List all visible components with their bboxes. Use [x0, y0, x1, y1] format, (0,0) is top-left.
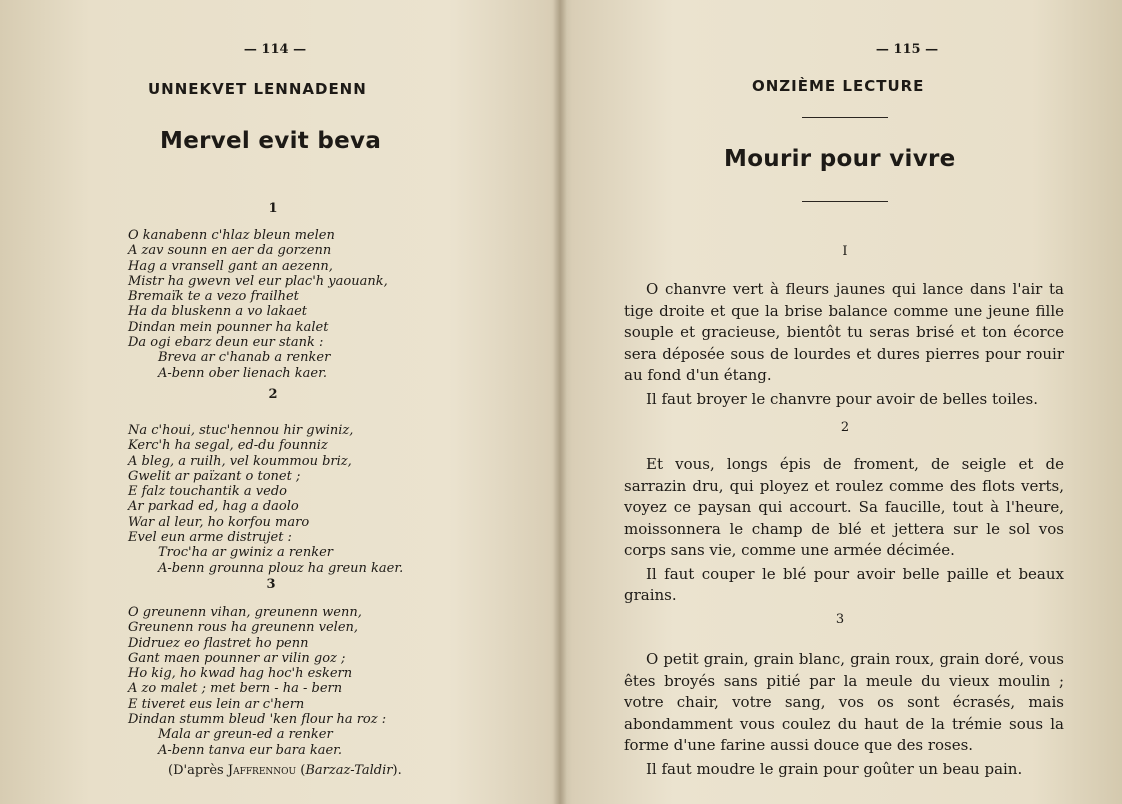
- heading-rule: [802, 117, 888, 118]
- verse-line: Na c'houi, stuc'hennou hir gwiniz,: [128, 423, 354, 438]
- page-number: — 115 —: [875, 42, 939, 57]
- attribution-suffix: ).: [392, 763, 402, 778]
- paragraph: O chanvre vert à fleurs jaunes qui lance dans l'air ta tige droite et que la brise balance comme une jeune fille souple et gracieuse, bientôt tu seras brisé et ton écorce sera déposée sous de lourdes et dures pierres pour rouir au fond d'un étang.: [624, 280, 1064, 384]
- right-page: [562, 0, 1122, 804]
- verse-line: O kanabenn c'hlaz bleun melen: [128, 228, 335, 243]
- stanza-number: 3: [266, 577, 276, 592]
- verse-line: Hag a vransell gant an aezenn,: [128, 258, 333, 274]
- stanza-number: 2: [268, 387, 278, 402]
- poem-title: Mervel evit beva: [160, 128, 382, 154]
- section-heading: ONZIÈME LECTURE: [752, 77, 925, 95]
- section-2-text: [624, 454, 1064, 607]
- section-number: 3: [835, 612, 845, 627]
- verse-line: O greunenn vihan, greunenn wenn,: [128, 605, 362, 620]
- stanza-2: [128, 423, 403, 576]
- verse-line: War al leur, ho korfou maro: [128, 514, 310, 530]
- verse-line: Ar parkad ed, hag a daolo: [128, 499, 299, 515]
- stanza-number: 1: [268, 201, 278, 216]
- verse-line: Ho kig, ho kwad hag hoc'h eskern: [128, 666, 353, 682]
- verse-line: Kerc'h ha segal, ed-du founniz: [128, 438, 328, 454]
- verse-line: A-benn grounna plouz ha greun kaer.: [158, 560, 404, 576]
- left-page: [0, 0, 560, 804]
- paragraph: Et vous, longs épis de froment, de seigle et de sarrazin dru, qui ployez et roulez comme des flots verts, voyez ce paysan qui accourt. Sa faucille, tout à l'heure, moissonnera le champ de blé et jettera sur le sol vos corps sans vie, comme une armée décimée.: [624, 455, 1064, 559]
- verse-line: A-benn ober lienach kaer.: [158, 365, 328, 381]
- verse-line: E tiveret eus lein ar c'hern: [128, 696, 305, 712]
- verse-line: Breva ar c'hanab a renker: [158, 350, 331, 366]
- title-rule: [802, 201, 888, 202]
- verse-line: Mala ar greun-ed a renker: [158, 727, 333, 743]
- paragraph: Il faut moudre le grain pour goûter un beau pain.: [646, 759, 1023, 778]
- verse-line: A-benn tanva eur bara kaer.: [158, 742, 343, 758]
- verse-line: Mistr ha gwevn vel eur plac'h yaouank,: [128, 273, 388, 289]
- paragraph: Il faut couper le blé pour avoir belle paille et beaux grains.: [624, 564, 1064, 604]
- verse-line: Da ogi ebarz deun eur stank :: [128, 335, 324, 351]
- paragraph: O petit grain, grain blanc, grain roux, grain doré, vous êtes broyés sans pitié par la meule du vieux moulin ; votre chair, votre sang, vos os sont écrasés, mais abondamment vous coulez du haut de la trémie sous la forme d'une farine aussi douce que des roses.: [624, 650, 1064, 754]
- verse-line: Greunenn rous ha greunenn velen,: [128, 620, 359, 636]
- verse-line: A zo malet ; met bern - ha - bern: [128, 681, 343, 697]
- verse-line: Bremaïk te a vezo frailhet: [128, 289, 299, 305]
- section-1-text: [624, 279, 1064, 410]
- chapter-title: Mourir pour vivre: [724, 146, 956, 172]
- attribution-work: Barzaz-Taldir: [305, 763, 393, 778]
- stanza-3: [128, 605, 386, 758]
- verse-line: E falz touchantik a vedo: [128, 484, 287, 500]
- verse-line: A zav sounn en aer da gorzenn: [128, 243, 332, 259]
- verse-line: Ha da bluskenn a vo lakaet: [128, 304, 308, 320]
- paragraph: Il faut broyer le chanvre pour avoir de belles toiles.: [646, 389, 1039, 408]
- verse-line: Dindan stumm bleud 'ken flour ha roz :: [128, 712, 387, 728]
- attribution-author: Jaffrennou: [227, 763, 297, 778]
- stanza-1: [128, 228, 388, 381]
- verse-line: A bleg, a ruilh, vel koummou briz,: [128, 453, 352, 469]
- attribution-prefix: (D'après: [168, 763, 228, 778]
- section-3-text: [624, 649, 1064, 780]
- verse-line: Dindan mein pounner ha kalet: [128, 319, 329, 335]
- verse-line: Evel eun arme distrujet :: [128, 530, 292, 546]
- verse-line: Gant maen pounner ar vilin goz ;: [128, 650, 346, 666]
- attribution: (D'après Jaffrennou (Barzaz-Taldir).: [168, 763, 402, 778]
- page-number: — 114 —: [243, 42, 307, 57]
- section-number: I: [842, 244, 848, 259]
- verse-line: Didruez eo flastret ho penn: [128, 635, 309, 651]
- section-number: 2: [840, 420, 850, 435]
- verse-line: Gwelit ar païzant o tonet ;: [128, 468, 301, 484]
- section-heading: UNNEKVET LENNADENN: [148, 80, 367, 98]
- verse-line: Troc'ha ar gwiniz a renker: [158, 545, 333, 561]
